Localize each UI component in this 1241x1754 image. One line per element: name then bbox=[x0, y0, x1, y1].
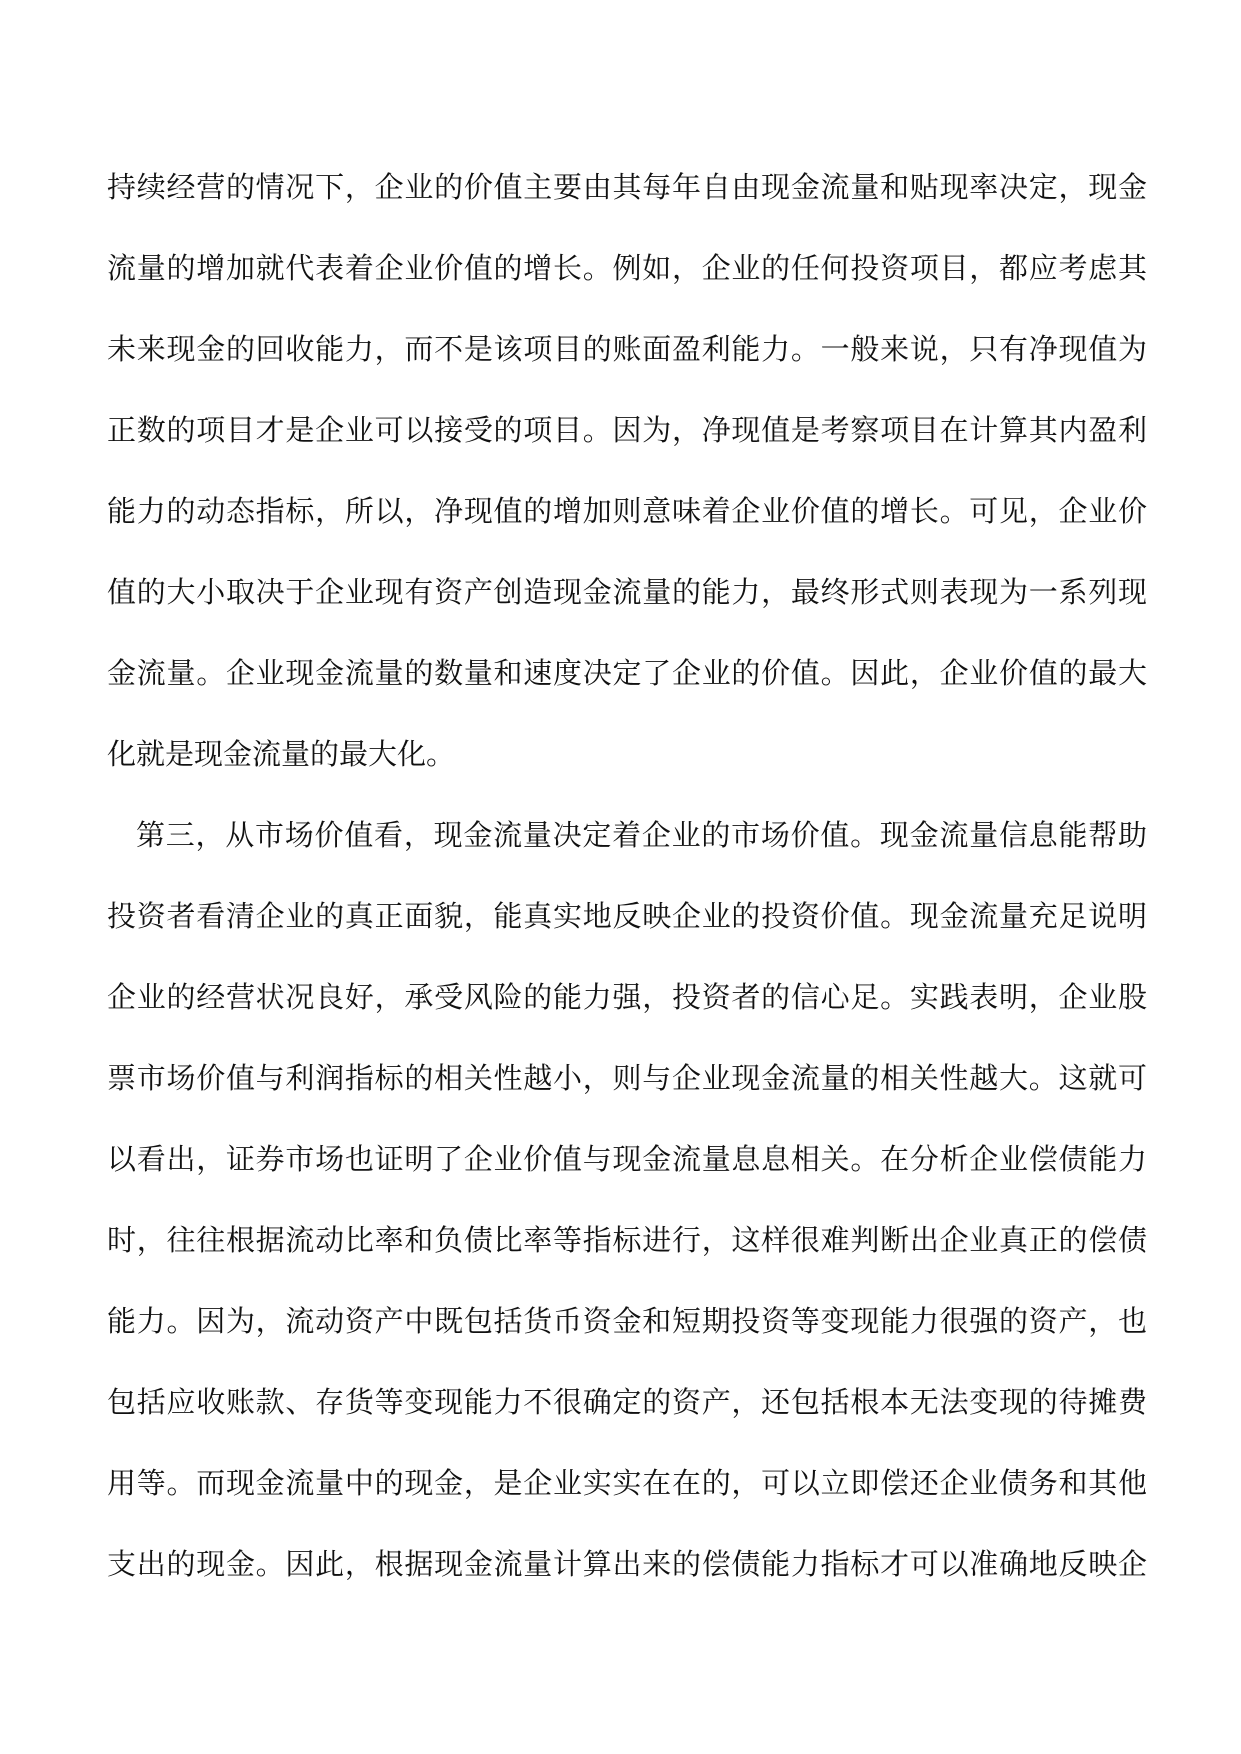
paragraph-start-line: 第三，从市场价值看，现金流量决定着企业的市场价值。现金流量信息能帮助 bbox=[136, 818, 1147, 852]
text-line: 包括应收账款、存货等变现能力不很确定的资产，还包括根本无法变现的待摊费 bbox=[107, 1385, 1147, 1419]
text-line: 能力。因为，流动资产中既包括货币资金和短期投资等变现能力很强的资产，也 bbox=[107, 1304, 1147, 1338]
text-line: 支出的现金。因此，根据现金流量计算出来的偿债能力指标才可以准确地反映企 bbox=[107, 1547, 1147, 1581]
text-line: 值的大小取决于企业现有资产创造现金流量的能力，最终形式则表现为一系列现 bbox=[107, 575, 1147, 609]
text-line: 流量的增加就代表着企业价值的增长。例如，企业的任何投资项目，都应考虑其 bbox=[107, 251, 1147, 285]
text-line: 持续经营的情况下，企业的价值主要由其每年自由现金流量和贴现率决定，现金 bbox=[107, 170, 1147, 204]
body-text bbox=[107, 158, 1147, 1616]
text-line: 金流量。企业现金流量的数量和速度决定了企业的价值。因此，企业价值的最大 bbox=[107, 656, 1147, 690]
text-line: 以看出，证券市场也证明了企业价值与现金流量息息相关。在分析企业偿债能力 bbox=[107, 1142, 1147, 1176]
text-line: 化就是现金流量的最大化。 bbox=[107, 737, 456, 771]
text-line: 投资者看清企业的真正面貌，能真实地反映企业的投资价值。现金流量充足说明 bbox=[107, 899, 1147, 933]
text-line: 用等。而现金流量中的现金，是企业实实在在的，可以立即偿还企业债务和其他 bbox=[107, 1466, 1147, 1500]
text-line: 能力的动态指标，所以，净现值的增加则意味着企业价值的增长。可见，企业价 bbox=[107, 494, 1147, 528]
text-line: 票市场价值与利润指标的相关性越小，则与企业现金流量的相关性越大。这就可 bbox=[107, 1061, 1147, 1095]
text-line: 企业的经营状况良好，承受风险的能力强，投资者的信心足。实践表明，企业股 bbox=[107, 980, 1147, 1014]
text-line: 未来现金的回收能力，而不是该项目的账面盈利能力。一般来说，只有净现值为 bbox=[107, 332, 1147, 366]
text-line: 时，往往根据流动比率和负债比率等指标进行，这样很难判断出企业真正的偿债 bbox=[107, 1223, 1147, 1257]
text-line: 正数的项目才是企业可以接受的项目。因为，净现值是考察项目在计算其内盈利 bbox=[107, 413, 1147, 447]
